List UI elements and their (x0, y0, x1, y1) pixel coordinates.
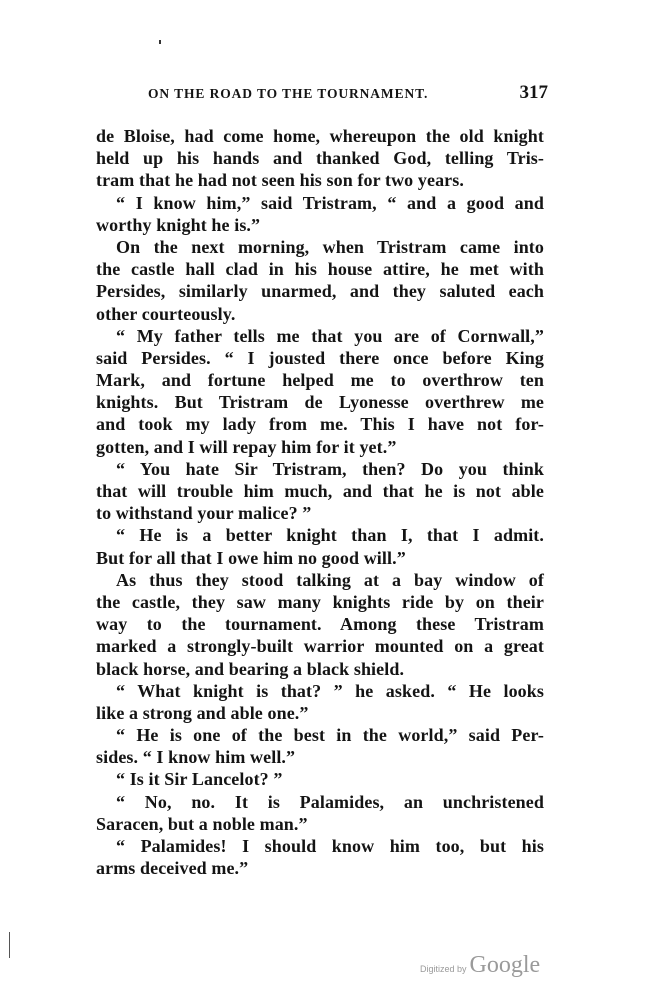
text-line: tram that he had not seen his son for two years. (96, 170, 464, 191)
text-line: sides. “ I know him well.” (96, 747, 296, 768)
text-line: “ Is it Sir Lancelot? ” (116, 769, 283, 790)
watermark-prefix: Digitized by (420, 964, 467, 974)
text-line: and took my lady from me. This I have not for- (96, 414, 544, 435)
text-line: marked a strongly-built warrior mounted on a great (96, 636, 544, 657)
text-line: Persides, similarly unarmed, and they saluted each (96, 281, 544, 302)
text-line: “ He is one of the best in the world,” said Per- (116, 725, 544, 746)
scan-edge-mark (9, 932, 10, 958)
page-header (148, 82, 548, 108)
digitization-watermark (420, 952, 540, 979)
text-line: “ What knight is that? ” he asked. “ He looks (116, 680, 544, 701)
text-line: to withstand your malice? ” (96, 503, 312, 524)
text-line: “ You hate Sir Tristram, then? Do you think (116, 458, 544, 479)
text-line: arms deceived me.” (96, 858, 249, 879)
text-line: said Persides. “ I jousted there once before King (96, 347, 544, 368)
running-head: ON THE ROAD TO THE TOURNAMENT. (148, 86, 429, 101)
text-line: like a strong and able one.” (96, 702, 309, 723)
text-line: the castle hall clad in his house attire, he met with (96, 259, 544, 280)
text-line: other courteously. (96, 303, 236, 324)
text-line: “ No, no. It is Palamides, an unchristened (116, 791, 544, 812)
text-line: On the next morning, when Tristram came into (116, 236, 544, 257)
text-line: “ He is a better knight than I, that I admit. (116, 525, 544, 546)
text-line: Saracen, but a noble man.” (96, 813, 308, 834)
google-logo: Google (469, 952, 541, 978)
scan-speck (159, 40, 161, 44)
body-text (96, 125, 544, 879)
page-number: 317 (519, 82, 548, 103)
text-line: worthy knight he is.” (96, 214, 261, 235)
text-line: that will trouble him much, and that he is not able (96, 481, 544, 501)
text-line: knights. But Tristram de Lyonesse overthrew me (96, 392, 544, 413)
text-line: the castle, they saw many knights ride by on their (96, 591, 544, 612)
text-line: black horse, and bearing a black shield. (96, 658, 405, 679)
text-line: But for all that I owe him no good will.” (96, 547, 406, 568)
text-line: Mark, and fortune helped me to overthrow ten (96, 370, 544, 391)
text-line: de Bloise, had come home, whereupon the old knight (96, 126, 544, 146)
text-line: way to the tournament. Among these Tristram (96, 614, 544, 635)
text-line: “ I know him,” said Tristram, “ and a good and (116, 192, 544, 213)
text-line: “ My father tells me that you are of Cornwall,” (116, 325, 544, 346)
text-line: “ Palamides! I should know him too, but his (116, 836, 544, 856)
text-line: held up his hands and thanked God, telling Tris- (96, 148, 544, 169)
text-line: gotten, and I will repay him for it yet.” (96, 436, 397, 457)
text-line: As thus they stood talking at a bay window of (116, 569, 544, 590)
